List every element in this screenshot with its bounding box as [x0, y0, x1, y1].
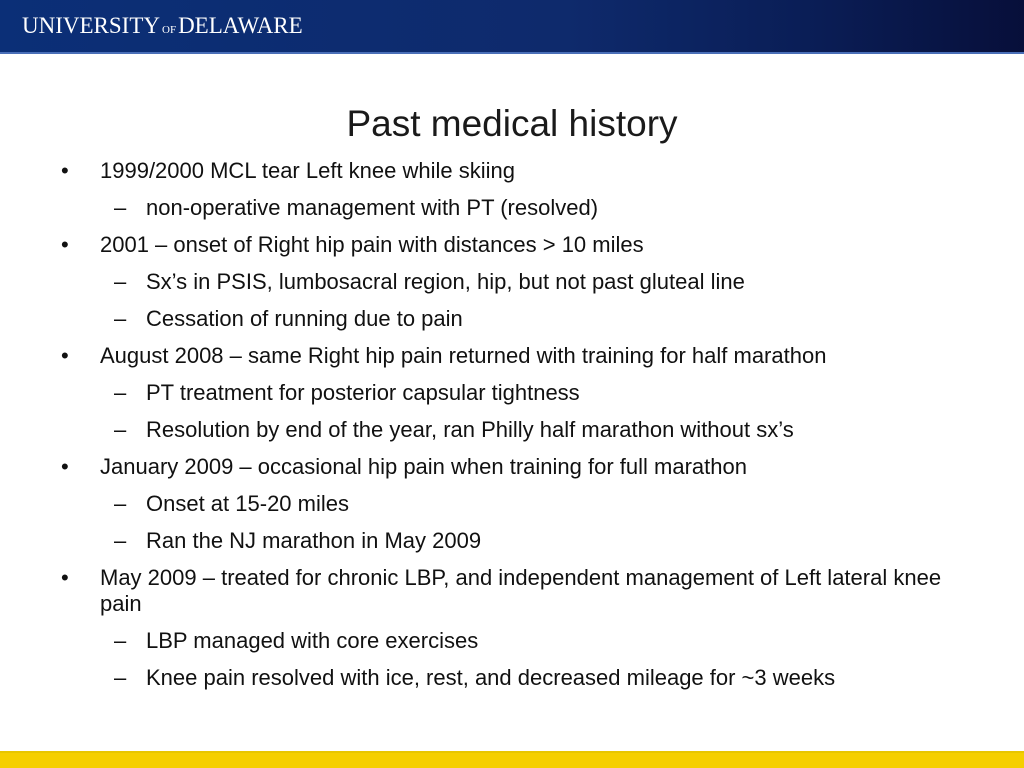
- bullet-list: [58, 158, 978, 702]
- bullet-text: Ran the NJ marathon in May 2009: [146, 528, 482, 553]
- bullet-text: Knee pain resolved with ice, rest, and decreased mileage for ~3 weeks: [146, 665, 836, 690]
- dash-marker: –: [114, 380, 127, 405]
- sub-bullet-item: [58, 528, 978, 554]
- university-logo: [22, 12, 303, 40]
- bullet-item: [58, 343, 978, 369]
- footer-bar: [0, 753, 1024, 768]
- bullet-text: August 2008 – same Right hip pain returned with training for half marathon: [100, 343, 827, 368]
- sub-bullet-item: [58, 628, 978, 654]
- bullet-marker: •: [61, 454, 69, 479]
- dash-marker: –: [114, 528, 127, 553]
- bullet-item: [58, 454, 978, 480]
- sub-bullet-item: [58, 269, 978, 295]
- bullet-text: PT treatment for posterior capsular tightness: [146, 380, 580, 405]
- sub-bullet-item: [58, 306, 978, 332]
- logo-of-text: OF: [162, 24, 177, 36]
- bullet-text: Cessation of running due to pain: [146, 306, 463, 331]
- header-divider: [0, 52, 1024, 54]
- slide-title: Past medical history: [346, 103, 678, 144]
- bullet-text: LBP managed with core exercises: [146, 628, 479, 653]
- sub-bullet-item: [58, 417, 978, 443]
- bullet-text: 2001 – onset of Right hip pain with distances > 10 miles: [100, 232, 644, 257]
- dash-marker: –: [114, 269, 127, 294]
- bullet-item: [58, 565, 978, 617]
- bullet-marker: •: [61, 565, 69, 590]
- bullet-item: [58, 158, 978, 184]
- bullet-marker: •: [61, 343, 69, 368]
- bullet-text: Sx’s in PSIS, lumbosacral region, hip, but not past gluteal line: [146, 269, 745, 294]
- logo-delaware-text: DELAWARE: [178, 13, 303, 38]
- dash-marker: –: [114, 491, 127, 516]
- bullet-text: Resolution by end of the year, ran Philly half marathon without sx’s: [146, 417, 794, 442]
- sub-bullet-item: [58, 665, 978, 691]
- bullet-marker: •: [61, 232, 69, 257]
- bullet-text: January 2009 – occasional hip pain when training for full marathon: [100, 454, 747, 479]
- sub-bullet-item: [58, 380, 978, 406]
- bullet-text: 1999/2000 MCL tear Left knee while skiing: [100, 158, 515, 183]
- dash-marker: –: [114, 628, 127, 653]
- sub-bullet-item: [58, 195, 978, 221]
- bullet-text: May 2009 – treated for chronic LBP, and independent management of Left lateral knee pain: [100, 565, 942, 616]
- dash-marker: –: [114, 665, 127, 690]
- bullet-text: non-operative management with PT (resolved): [146, 195, 599, 220]
- sub-bullet-item: [58, 491, 978, 517]
- bullet-item: [58, 232, 978, 258]
- dash-marker: –: [114, 195, 127, 220]
- bullet-marker: •: [61, 158, 69, 183]
- dash-marker: –: [114, 417, 127, 442]
- logo-university-text: UNIVERSITY: [22, 13, 160, 38]
- dash-marker: –: [114, 306, 127, 331]
- bullet-text: Onset at 15-20 miles: [146, 491, 349, 516]
